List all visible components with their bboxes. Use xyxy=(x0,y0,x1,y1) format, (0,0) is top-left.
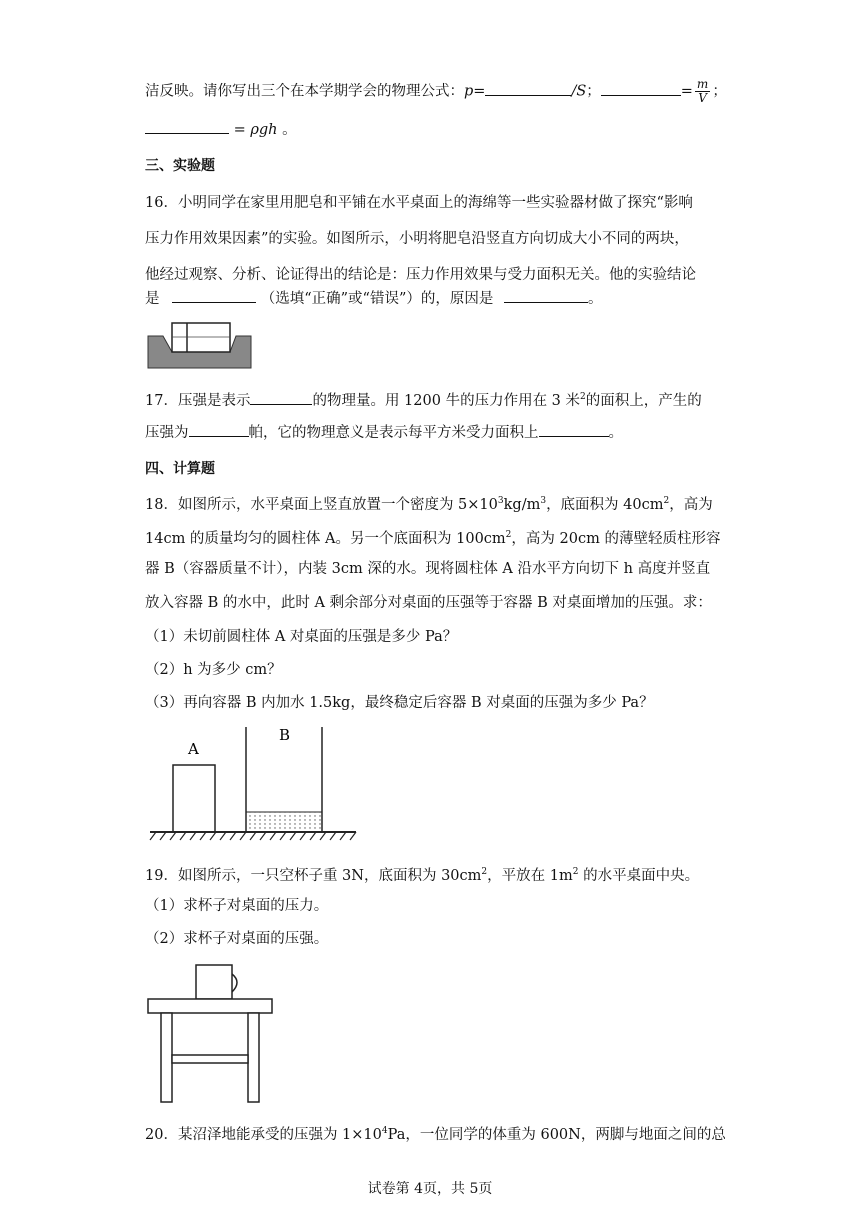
superscript: 3 xyxy=(540,496,547,506)
separator: ； xyxy=(712,83,727,100)
q19-text: 19．如图所示，一只空杯子重 3N，底面积为 30cm xyxy=(145,867,482,884)
water-in-B xyxy=(247,812,321,832)
superscript: 3 xyxy=(497,496,504,506)
table-top xyxy=(148,999,272,1013)
formula-over-s: /S xyxy=(571,83,587,100)
superscript: 2 xyxy=(572,867,579,877)
q16-line-2: 压力作用效果因素”的实验。如图所示，小明将肥皂沿竖直方向切成大小不同的两块， xyxy=(145,231,689,247)
q19-sub-2: （2）求杯子对桌面的压强。 xyxy=(145,931,329,947)
soap-sponge-figure xyxy=(146,318,254,372)
q18-sub-1: （1）未切前圆柱体 A 对桌面的压强是多少 Pa？ xyxy=(145,629,458,645)
q16-text: 。 xyxy=(587,291,603,307)
q17-text: 的物理量。用 1200 牛的压力作用在 3 米 xyxy=(312,392,581,409)
soap-block xyxy=(172,323,230,352)
fraction-denominator: V xyxy=(698,91,707,105)
table-leg-right xyxy=(248,1013,259,1102)
q18-text: ，底面积为 40cm xyxy=(546,496,664,513)
answer-blank xyxy=(504,288,588,303)
answer-blank xyxy=(172,288,256,303)
equals-sign: = xyxy=(233,122,246,138)
q16-text: 是 xyxy=(145,291,160,307)
superscript: 2 xyxy=(663,496,670,506)
formula-rho-gh: ρgh xyxy=(250,122,278,138)
q18-text: ，高为 xyxy=(669,496,713,513)
equals-sign: = xyxy=(680,83,693,100)
q18-text: 18．如图所示，水平桌面上竖直放置一个密度为 5×10 xyxy=(145,496,498,513)
q18-line-3: 器 B（容器质量不计），内装 3cm 深的水。现将圆柱体 A 沿水平方向切下 h 高度并竖直 xyxy=(145,561,711,577)
answer-blank xyxy=(250,390,312,405)
q18-line-1 xyxy=(145,491,713,515)
ground-hatching xyxy=(150,832,356,840)
table-leg-left xyxy=(161,1013,172,1102)
formula-p: p= xyxy=(464,83,486,100)
q18-sub-2: （2）h 为多少 cm？ xyxy=(145,662,282,678)
q18-line-4: 放入容器 B 的水中，此时 A 剩余部分对桌面的压强等于容器 B 对桌面增加的压强。求： xyxy=(145,595,712,611)
section-heading-experiment: 三、实验题 xyxy=(145,158,215,174)
q18-text: kg/m xyxy=(503,496,541,513)
cylinder-A xyxy=(173,765,215,832)
answer-blank xyxy=(189,422,249,437)
q17-line-2 xyxy=(145,422,623,443)
q16-line-1: 16．小明同学在家里用肥皂和平铺在水平桌面上的海绵等一些实验器材做了探究“影响 xyxy=(145,195,693,211)
q18-text: ，高为 20cm 的薄壁轻质柱形容 xyxy=(511,530,721,547)
formula-line xyxy=(145,78,727,105)
q19-sub-1: （1）求杯子对桌面的压力。 xyxy=(145,898,329,914)
cup-on-table-figure xyxy=(146,960,276,1108)
q17-text: 的面积上，产生的 xyxy=(585,392,702,409)
period: 。 xyxy=(282,122,297,138)
q18-sub-3: （3）再向容器 B 内加水 1.5kg，最终稳定后容器 B 对桌面的压强为多少 Pa？ xyxy=(145,695,654,711)
superscript: 2 xyxy=(505,530,512,540)
q17-text: 压强为 xyxy=(145,425,189,441)
q20-text: 20．某沼泽地能承受的压强为 1×10 xyxy=(145,1126,382,1143)
q19-line-1 xyxy=(145,862,699,886)
q16-line-4 xyxy=(145,288,602,309)
answer-blank xyxy=(145,119,229,134)
cylinder-container-figure xyxy=(148,722,360,842)
q16-line-3: 他经过观察、分析、论证得出的结论是：压力作用效果与受力面积无关。他的实验结论 xyxy=(145,267,696,283)
q17-line-1 xyxy=(145,387,702,411)
answer-blank xyxy=(539,422,609,437)
section-heading-calculation: 四、计算题 xyxy=(145,461,215,477)
answer-blank xyxy=(601,81,681,96)
separator: ； xyxy=(586,83,601,100)
q20-text: Pa，一位同学的体重为 600N，两脚与地面之间的总 xyxy=(387,1126,726,1143)
cup xyxy=(196,965,232,999)
q17-text: 。 xyxy=(608,425,623,441)
page-footer: 试卷第 4页，共 5页 xyxy=(367,1181,493,1197)
superscript: 2 xyxy=(481,867,488,877)
q16-text: （选填“正确”或“错误”）的，原因是 xyxy=(260,291,494,307)
q17-text: 17．压强是表示 xyxy=(145,392,251,409)
fraction-numerator: m xyxy=(696,77,709,91)
superscript: 2 xyxy=(580,392,586,402)
q18-line-2 xyxy=(145,525,720,549)
answer-blank xyxy=(485,81,571,96)
q19-text: ，平放在 1m xyxy=(487,867,573,884)
superscript: 4 xyxy=(381,1126,388,1136)
q17-text: 帕，它的物理意义是表示每平方米受力面积上 xyxy=(248,425,539,441)
density-fraction xyxy=(695,78,710,105)
q20-line-1 xyxy=(145,1121,726,1145)
label-B: B xyxy=(279,726,291,744)
table-crossbar xyxy=(172,1055,248,1063)
formula-intro: 洁反映。请你写出三个在本学期学会的物理公式： xyxy=(145,83,464,100)
formula-line-2 xyxy=(145,119,297,140)
q19-text: 的水平桌面中央。 xyxy=(578,867,700,884)
q18-text: 14cm 的质量均匀的圆柱体 A。另一个底面积为 100cm xyxy=(145,530,506,547)
label-A: A xyxy=(188,740,199,758)
